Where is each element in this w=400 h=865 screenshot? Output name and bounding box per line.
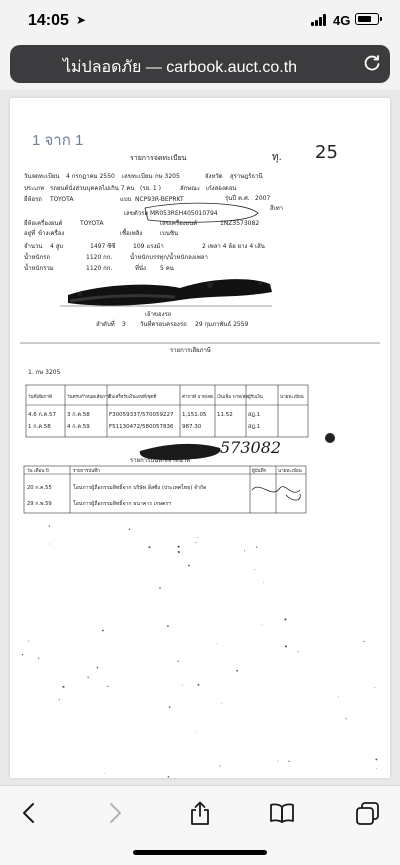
- location-label: อยู่ที่: [24, 230, 36, 237]
- noise-speck: [129, 528, 130, 529]
- seats-value: 5 คน: [160, 265, 174, 272]
- noise-speck: [375, 758, 377, 760]
- noise-speck: [217, 643, 218, 644]
- province-label: จังหวัด: [205, 173, 223, 180]
- plate-change-row: 1. กษ 3205: [28, 369, 61, 376]
- noise-speck: [195, 542, 196, 543]
- chassis-value: MR053REH405010794: [150, 210, 218, 217]
- model-label: แบบ: [120, 196, 132, 203]
- other-cell: 29 ก.พ.59: [27, 501, 52, 507]
- noise-speck: [298, 651, 299, 652]
- noise-speck: [256, 546, 257, 547]
- year-label: รุ่นปี ค.ศ.: [225, 195, 250, 202]
- document-scan: [10, 98, 390, 778]
- tax-cell: สฎ.1: [248, 424, 261, 430]
- address-bar[interactable]: [10, 45, 390, 83]
- noise-speck: [102, 630, 104, 632]
- brand-value: TOYOTA: [50, 196, 74, 203]
- noise-speck: [22, 654, 23, 655]
- plate-value: กษ 3205: [155, 173, 180, 180]
- cc-value: 1497 ซีซี: [90, 243, 116, 250]
- type-value: รถยนต์นั่งส่วนบุคคลไม่เกิน 7 คน: [50, 185, 135, 192]
- battery-level: [358, 16, 372, 22]
- scan-noise: [22, 525, 378, 778]
- noise-speck: [284, 618, 286, 620]
- tax-cell: 3 ก.ค.58: [67, 412, 90, 418]
- noise-speck: [49, 525, 50, 526]
- chassis-label: เลขตัวรถ: [124, 210, 148, 217]
- noise-speck: [87, 677, 88, 678]
- noise-speck: [178, 661, 179, 662]
- cyl-label: จำนวน: [24, 243, 43, 250]
- owner-header: เจ้าของรถ: [145, 311, 172, 318]
- noise-speck: [159, 587, 161, 589]
- noise-speck: [196, 731, 197, 732]
- corner-mark-2: ทุ.: [272, 152, 282, 163]
- noise-speck: [182, 684, 183, 685]
- tax-header-cell: วันที่เสียภาษี: [28, 395, 52, 400]
- noise-speck: [38, 658, 39, 659]
- weight-label: น้ำหนักรถ: [24, 254, 51, 261]
- pdf-page-indicator: 1 จาก 1: [32, 132, 84, 149]
- noise-speck: [374, 687, 375, 688]
- noise-speck: [59, 699, 60, 700]
- type-label: ประเภท: [24, 185, 45, 192]
- noise-speck: [376, 768, 377, 769]
- tax-cell: 987.30: [182, 424, 202, 430]
- load-label: น้ำหนักบรรทุก/น้ำหนักลงเพลา: [130, 254, 208, 261]
- other-header-cell: วัน เดือน ปี: [27, 469, 49, 474]
- noise-speck: [49, 544, 50, 545]
- engine-brand-value: TOYOTA: [80, 220, 104, 227]
- url-text[interactable]: ไม่ปลอดภัย — carbook.auct.co.th: [62, 59, 298, 76]
- possession-label: วันที่ครอบครองรถ: [140, 321, 187, 328]
- hp-value: 109 แรงม้า: [133, 243, 164, 250]
- noise-speck: [167, 625, 169, 627]
- noise-speck: [236, 670, 238, 672]
- noise-speck: [97, 667, 99, 669]
- tax-cell: สฎ.1: [248, 412, 261, 418]
- tax-header-cell: นายทะเบียน: [280, 395, 304, 400]
- other-header-cell: รายการบันทึก: [73, 469, 100, 474]
- other-cell: โอนการผู้ถือกรรมสิทธิ์จาก บริษัท ลีสซิ่ง (ประเทศไทย) จำกัด: [73, 485, 207, 491]
- noise-speck: [62, 686, 64, 688]
- noise-speck: [168, 776, 170, 778]
- corner-mark-25: 25: [315, 142, 338, 163]
- status-time: 14:05: [28, 12, 69, 29]
- model-value: NCP93R-BEPRKT: [135, 196, 184, 203]
- other-cell: 20 ก.ค.55: [27, 485, 52, 491]
- doc-header-title: รายการจดทะเบียน: [130, 154, 187, 162]
- forward-chevron-icon[interactable]: [100, 800, 128, 826]
- noise-speck: [288, 761, 289, 762]
- code-value: (รย. 1 ): [140, 185, 161, 192]
- other-header: รายการบันทึกเจ้าหน้าที่: [130, 457, 191, 464]
- color-value: สีเทา: [270, 205, 284, 212]
- back-chevron-icon[interactable]: [16, 800, 44, 826]
- other-header-cell: นายทะเบียน: [278, 469, 302, 474]
- noise-speck: [198, 684, 200, 686]
- location-arrow-icon: ➤: [76, 13, 87, 27]
- noise-speck: [178, 551, 180, 553]
- tabs-icon[interactable]: [354, 800, 382, 826]
- other-cell: โอนการผู้ถือกรรมสิทธิ์จาก ธนาคาร เกษตรฯ: [73, 501, 172, 507]
- tax-header-cell: วันครบกำหนดเสียภาษี: [67, 395, 111, 400]
- noise-speck: [255, 569, 256, 570]
- noise-speck: [285, 645, 287, 647]
- tax-cell: 4 ก.ค.59: [67, 424, 90, 430]
- location-value: ข้างเครื่อง: [38, 230, 65, 237]
- fuel-label: เชื้อเพลิง: [120, 230, 143, 237]
- noise-speck: [197, 537, 198, 538]
- noise-speck: [244, 550, 245, 551]
- noise-speck: [107, 686, 108, 687]
- network-type: 4G: [333, 13, 351, 28]
- weight-value: 1120 กก.: [86, 254, 113, 261]
- tax-header-cell: ค่าภาษี บาท/สต.: [182, 395, 215, 400]
- province-value: สุราษฎร์ธานี: [230, 173, 263, 180]
- brand-label: ยี่ห้อรถ: [24, 196, 42, 203]
- reload-icon[interactable]: [362, 53, 382, 73]
- noise-speck: [338, 696, 339, 697]
- total-label: น้ำหนักรวม: [24, 265, 54, 272]
- battery-icon: [355, 13, 379, 25]
- order-label: ลำดับที่: [96, 321, 115, 328]
- tax-cell: 11.52: [217, 412, 233, 418]
- share-icon[interactable]: [186, 800, 214, 826]
- year-value: 2007: [255, 195, 271, 202]
- status-bar: [0, 0, 400, 40]
- noise-speck: [278, 760, 279, 761]
- tax-cell: 4.6 ก.ค.57: [28, 412, 56, 418]
- tax-cell: F51130472/580057836: [109, 424, 174, 430]
- scanned-document: [10, 98, 390, 778]
- cellular-signal-icon: [311, 14, 329, 26]
- other-header-cell: ผู้บันทึก: [252, 469, 267, 474]
- handwritten-number: 573082: [220, 438, 282, 457]
- order-value: 3: [122, 321, 126, 328]
- noise-speck: [262, 624, 263, 625]
- total-value: 1120 กก.: [86, 265, 113, 272]
- plate-label: เลขทะเบียน: [122, 173, 153, 180]
- home-indicator: [133, 850, 267, 855]
- tax-header-cell: ผู้รับเงิน: [248, 395, 263, 400]
- axles-value: 2 เพลา 4 ล้อ ยาง 4 เส้น: [202, 243, 265, 250]
- noise-speck: [169, 706, 171, 708]
- noise-speck: [188, 565, 190, 567]
- plate-change-header: รายการเสียภาษี: [170, 347, 211, 354]
- page-viewport[interactable]: [0, 90, 400, 785]
- style-label: ลักษณะ: [180, 185, 201, 192]
- tax-cell: 1 ก.ค.58: [28, 424, 51, 430]
- noise-speck: [221, 703, 222, 704]
- tax-header-cell: เงินเพิ่ม บาท/สต.: [217, 395, 250, 400]
- style-value: เก๋งสองตอน: [206, 185, 237, 192]
- engine-no-value: 1NZ3573082: [220, 220, 260, 227]
- browser-chrome: [0, 40, 400, 90]
- tax-cell: 1,151.05: [182, 412, 207, 418]
- noise-speck: [177, 546, 179, 548]
- fuel-value: เบนซิน: [160, 230, 179, 237]
- seats-label: ที่นั่ง: [135, 265, 146, 272]
- reg-date-label: วันจดทะเบียน: [24, 173, 60, 180]
- bookmarks-icon[interactable]: [268, 800, 296, 826]
- noise-speck: [28, 640, 29, 641]
- reg-date-value: 4 กรกฎาคม 2550: [66, 173, 115, 180]
- noise-speck: [363, 641, 364, 642]
- noise-speck: [104, 773, 105, 774]
- redacted-owner-smudge: [68, 279, 272, 306]
- noise-speck: [148, 546, 150, 548]
- tax-cell: F30059337/570059227: [109, 412, 174, 418]
- noise-speck: [263, 582, 264, 583]
- possession-value: 29 กุมภาพันธ์ 2559: [195, 321, 249, 328]
- battery-nub: [380, 17, 382, 21]
- tax-header-cell: ใบเสร็จรับเงินเลขที่/ชุดที่: [109, 395, 157, 400]
- noise-speck: [346, 718, 347, 719]
- cyl-value: 4 สูบ: [50, 243, 64, 250]
- engine-brand-label: ยี่ห้อเครื่องยนต์: [24, 220, 63, 227]
- noise-speck: [219, 765, 220, 766]
- engine-no-label: เลขเครื่องยนต์: [160, 220, 198, 227]
